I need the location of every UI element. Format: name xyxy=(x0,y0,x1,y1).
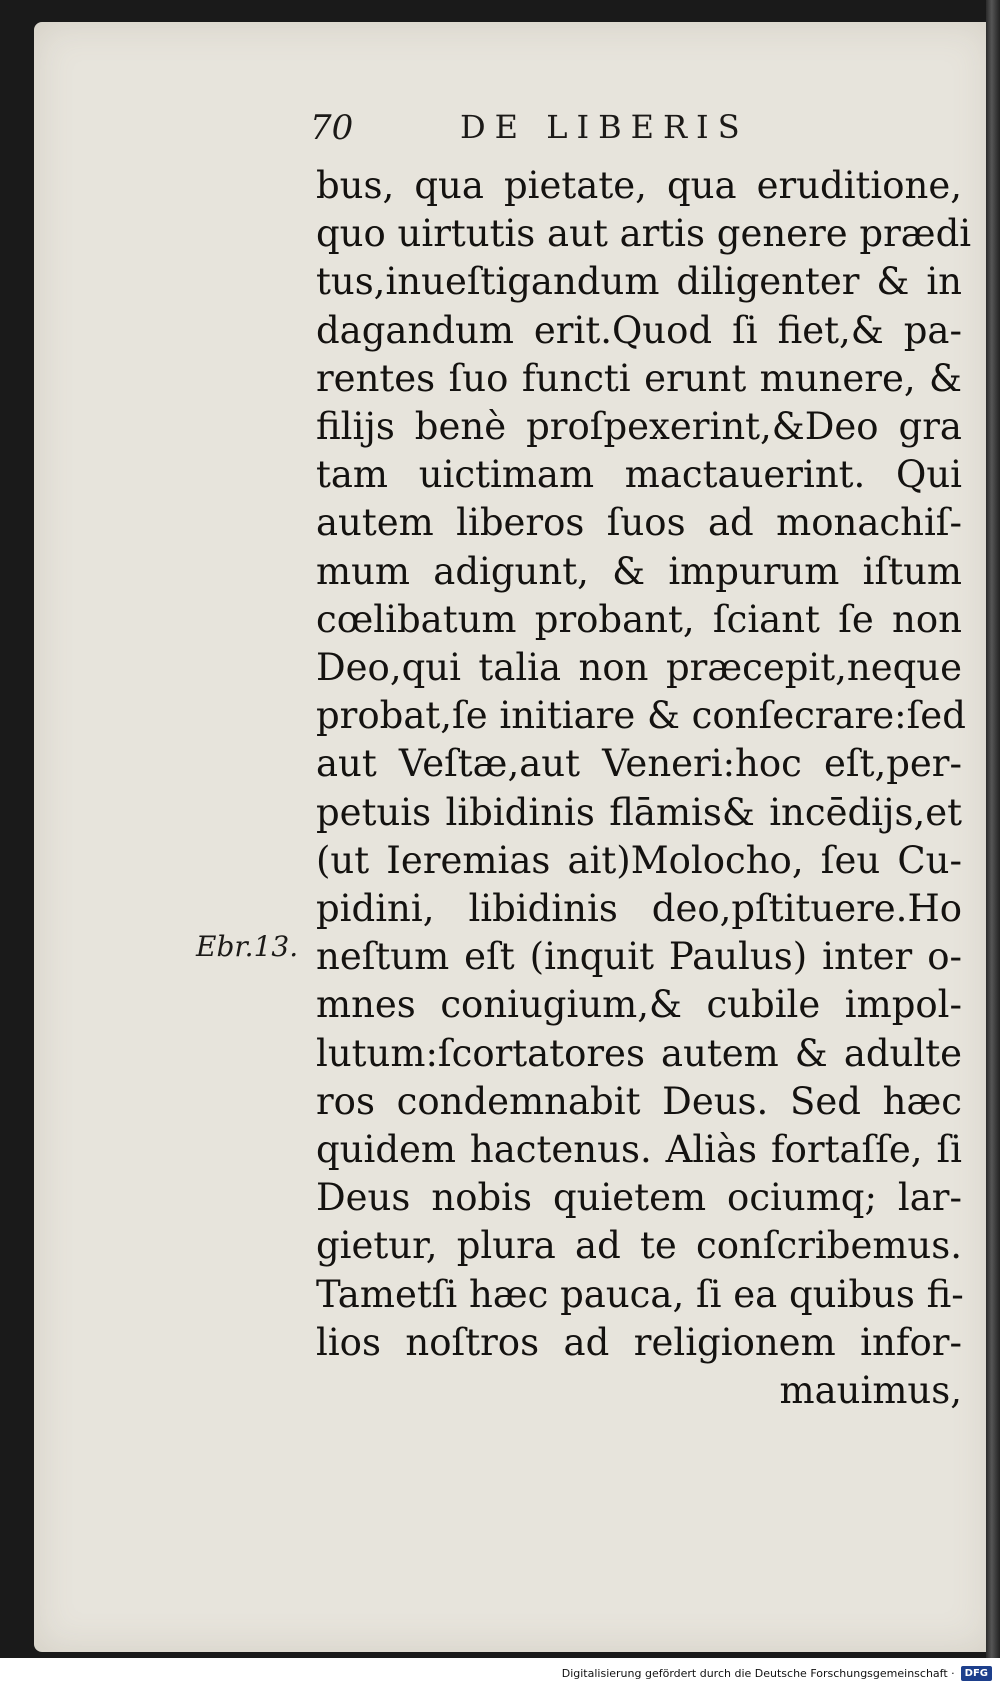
text-line: Deo,qui talia non præcepit,neque xyxy=(316,646,962,690)
text-line: mum adigunt, & impurum iſtum xyxy=(316,549,962,593)
text-line: (ut Ieremias ait)Molocho, ſeu Cu- xyxy=(316,838,962,882)
text-line: bus, qua pietate, qua eruditione, xyxy=(316,164,962,207)
text-line: pidini, libidinis deo,pſtituere.Ho xyxy=(316,887,962,931)
running-head: DE LIBERIS xyxy=(460,108,749,146)
text-line: Deus nobis quietem ociumq; lar- xyxy=(316,1176,962,1220)
text-line: Tametſi hæc pauca, ſi ea quibus fi- xyxy=(316,1272,964,1316)
digitization-credit xyxy=(562,1662,992,1684)
text-line: gietur, plura ad te conſcribemus. xyxy=(316,1224,962,1268)
text-line: quo uirtutis aut artis genere prædi xyxy=(316,212,972,256)
text-line: lutum:ſcortatores autem & adulte xyxy=(316,1031,962,1075)
text-line: autem liberos ſuos ad monachiſ- xyxy=(316,501,962,545)
text-line: rentes ſuo functi erunt munere, & xyxy=(316,356,962,400)
marginal-note: Ebr.13. xyxy=(196,930,299,963)
text-line: probat,ſe initiare & conſecrare:ſed xyxy=(316,694,966,738)
text-line: lios noſtros ad religionem infor- xyxy=(316,1320,962,1364)
dfg-logo: DFG xyxy=(961,1666,992,1681)
text-line: cœlibatum probant, ſciant ſe non xyxy=(316,597,962,641)
text-line: tus,inueſtigandum diligenter & in xyxy=(316,260,962,304)
text-line: neſtum eſt (inquit Paulus) inter o- xyxy=(316,935,962,979)
credit-text: Digitalisierung gefördert durch die Deutsche Forschungsgemeinschaft · xyxy=(561,1666,955,1680)
catchword-line: mauimus, xyxy=(779,1369,962,1413)
text-line: dagandum erit.Quod ſi fiet,& pa- xyxy=(316,308,962,352)
text-block xyxy=(316,162,972,1415)
page-header xyxy=(310,108,870,152)
text-line: quidem hactenus. Aliàs fortaſſe, ſi xyxy=(316,1128,962,1172)
text-line: tam uictimam mactauerint. Qui xyxy=(316,453,962,497)
text-line: petuis libidinis flāmis& incēdijs,et xyxy=(316,790,962,834)
page-edge xyxy=(986,0,1000,1658)
text-line: filijs benè proſpexerint,&Deo gra xyxy=(316,405,962,449)
page-number: 70 xyxy=(310,108,354,148)
text-line: aut Veſtæ,aut Veneri:hoc eſt,per- xyxy=(316,742,962,786)
text-line: ros condemnabit Deus. Sed hæc xyxy=(316,1079,962,1123)
text-line: mnes coniugium,& cubile impol- xyxy=(316,983,962,1027)
